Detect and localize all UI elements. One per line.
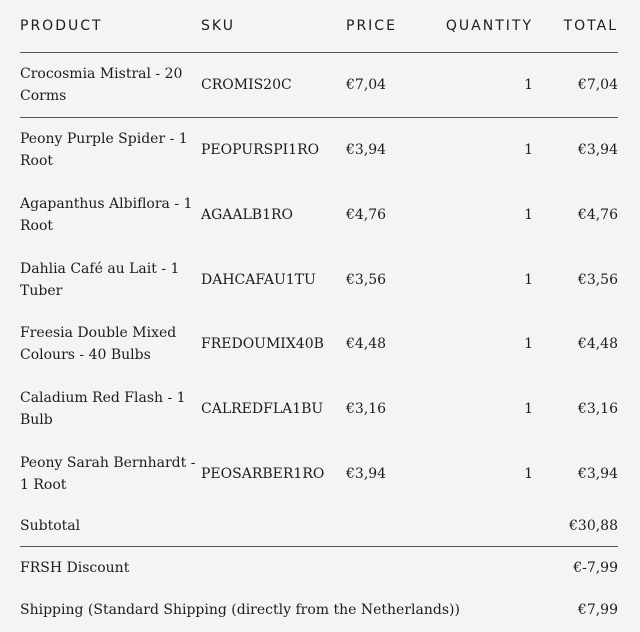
shipping-label: Shipping (Standard Shipping (directly from the Netherlands)): [20, 601, 460, 618]
item-total: €3,16: [577, 401, 618, 418]
subtotal-label: Subtotal: [20, 506, 533, 547]
item-price: €4,76: [346, 207, 387, 224]
table-header-row: [20, 0, 618, 53]
item-price: €4,48: [346, 336, 387, 353]
item-quantity: 1: [524, 336, 533, 353]
table-row: [20, 183, 618, 248]
item-quantity: 1: [524, 207, 533, 224]
table-row: [20, 118, 618, 183]
item-quantity: 1: [524, 401, 533, 418]
shipping-row: [20, 588, 618, 631]
item-total: €7,04: [533, 53, 618, 118]
item-total: €3,94: [577, 465, 618, 482]
item-product: Dahlia Café au Lait - 1 Tuber: [20, 260, 180, 299]
item-quantity: 1: [428, 53, 533, 118]
item-price: €3,16: [346, 401, 387, 418]
item-quantity: 1: [524, 271, 533, 288]
item-sku: CALREDFLA1BU: [201, 401, 324, 418]
discount-label: FRSH Discount: [20, 559, 130, 576]
item-sku: AGAALB1RO: [201, 207, 294, 224]
item-product: Peony Purple Spider - 1 Root: [20, 131, 188, 170]
item-price: €3,56: [346, 271, 387, 288]
item-total: €4,76: [577, 207, 618, 224]
header-sku: SKU: [201, 0, 346, 53]
subtotal-value: €30,88: [533, 506, 618, 547]
discount-value: €-7,99: [573, 559, 618, 576]
item-price: €3,94: [346, 142, 387, 159]
item-sku: FREDOUMIX40B: [201, 336, 324, 353]
header-price: PRICE: [346, 0, 428, 53]
header-total: TOTAL: [533, 0, 618, 53]
item-quantity: 1: [524, 142, 533, 159]
item-product: Crocosmia Mistral - 20 Corms: [20, 53, 201, 118]
table-row: [20, 377, 618, 442]
item-product: Freesia Double Mixed Colours - 40 Bulbs: [20, 325, 177, 364]
item-sku: PEOSARBER1RO: [201, 465, 325, 482]
item-sku: PEOPURSPI1RO: [201, 142, 320, 159]
item-price: €7,04: [346, 53, 428, 118]
header-product: PRODUCT: [20, 0, 201, 53]
item-sku: CROMIS20C: [201, 53, 346, 118]
table-row: [20, 247, 618, 312]
order-items-table: [20, 0, 618, 631]
discount-row: [20, 547, 618, 589]
item-total: €3,94: [577, 142, 618, 159]
item-total: €4,48: [577, 336, 618, 353]
header-quantity: QUANTITY: [428, 0, 533, 53]
item-total: €3,56: [577, 271, 618, 288]
item-product: Caladium Red Flash - 1 Bulb: [20, 390, 186, 429]
shipping-value: €7,99: [577, 601, 618, 618]
subtotal-row: [20, 506, 618, 547]
item-sku: DAHCAFAU1TU: [201, 271, 316, 288]
item-price: €3,94: [346, 465, 387, 482]
item-product: Agapanthus Albiflora - 1 Root: [20, 196, 193, 235]
item-quantity: 1: [524, 465, 533, 482]
table-row: [20, 312, 618, 377]
table-row: [20, 441, 618, 506]
table-row: [20, 53, 618, 118]
item-product: Peony Sarah Bernhardt - 1 Root: [20, 454, 196, 493]
